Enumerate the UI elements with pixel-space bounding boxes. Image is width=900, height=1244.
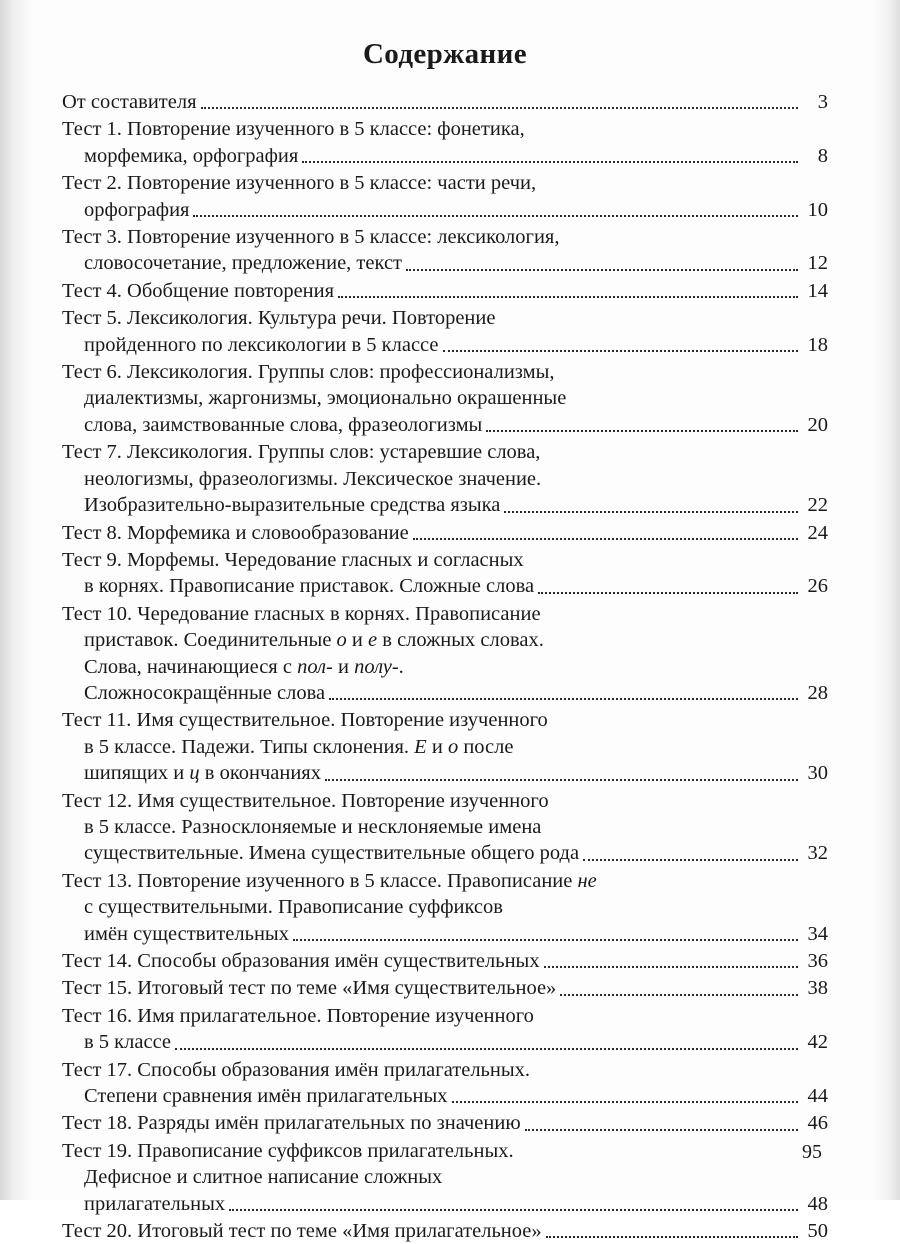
toc-entry-text: Тест 8. Морфемика и словообразование — [62, 521, 409, 544]
toc-entry-text: Тест 18. Разряды имён прилагательных по значению — [62, 1112, 521, 1135]
dot-leader — [507, 914, 798, 915]
page-number: 95 — [802, 1141, 822, 1163]
toc-entry-line — [62, 573, 828, 599]
toc-entry-text: Изобразительно-выразительные средства языка — [84, 494, 501, 517]
dot-leader — [583, 858, 798, 861]
toc-entry-text: Тест 20. Итоговый тест по теме «Имя прилагательное» — [62, 1220, 542, 1243]
dot-leader — [413, 537, 798, 540]
toc-page-number: 8 — [817, 144, 828, 167]
toc-entry-line — [62, 975, 828, 1001]
toc-entry-line — [62, 278, 828, 304]
toc-entry-line — [62, 439, 828, 465]
dot-leader — [560, 993, 798, 996]
toc-entry-text: шипящих и ц в окончаниях — [84, 762, 321, 785]
toc-entry[interactable] — [62, 89, 828, 115]
dot-leader — [548, 647, 798, 648]
toc-entry-line — [62, 250, 828, 276]
dot-leader — [538, 591, 798, 594]
toc-entry-text: Сложносокращённые слова — [84, 681, 326, 704]
dot-leader — [293, 938, 798, 941]
toc-entry[interactable] — [62, 601, 828, 707]
toc-entry[interactable] — [62, 547, 828, 600]
toc-entry[interactable] — [62, 520, 828, 546]
toc-entry-text: в 5 классе. Разносклоняемые и несклоняемые имена — [84, 815, 542, 838]
toc-entry-line — [62, 547, 828, 573]
dot-leader — [544, 965, 798, 968]
toc-entry-line — [62, 520, 828, 546]
toc-entry[interactable] — [62, 359, 828, 438]
toc-page-number: 44 — [807, 1085, 828, 1108]
dot-leader — [486, 429, 798, 432]
toc-entry-text: Тест 11. Имя существительное. Повторение изученного — [62, 709, 548, 732]
toc-entry-line — [62, 627, 828, 653]
toc-entry-line — [62, 601, 828, 627]
toc-page-number: 22 — [807, 494, 828, 517]
dot-leader — [545, 833, 798, 834]
dot-leader — [406, 268, 798, 271]
toc-entry-line — [62, 305, 828, 331]
toc-entry-line — [62, 894, 828, 920]
toc-entry-text: в корнях. Правописание приставок. Сложные слова — [84, 575, 535, 598]
toc-page-number: 28 — [807, 681, 828, 704]
toc-entry[interactable] — [62, 170, 828, 223]
toc-entry-line — [62, 788, 828, 814]
toc-page-number: 18 — [807, 333, 828, 356]
toc-entry-line — [62, 116, 828, 142]
table-of-contents — [62, 89, 828, 1244]
toc-entry-text: морфемика, орфография — [84, 144, 299, 167]
toc-entry-line — [62, 1057, 828, 1083]
toc-entry-text: Тест 19. Правописание суффиксов прилагательных. — [62, 1139, 514, 1162]
dot-leader — [552, 727, 798, 728]
dot-leader — [534, 1076, 798, 1077]
toc-entry-text: существительные. Имена существительные общего рода — [84, 842, 580, 865]
dot-leader — [504, 510, 798, 513]
toc-entry-text: Тест 2. Повторение изученного в 5 классе: части речи, — [62, 172, 537, 195]
toc-page-number: 32 — [807, 842, 828, 865]
dot-leader — [546, 1235, 798, 1238]
toc-entry-text: Тест 14. Способы образования имён существительных — [62, 950, 540, 972]
dot-leader — [452, 1100, 798, 1103]
toc-entry-line — [62, 466, 828, 492]
toc-entry-line — [62, 332, 828, 358]
dot-leader — [570, 405, 798, 406]
toc-entry-text: словосочетание, предложение, текст — [84, 252, 403, 275]
toc-entry-text: Тест 10. Чередование гласных в корнях. Правописание — [62, 602, 541, 625]
dot-leader — [525, 1128, 798, 1131]
toc-entry[interactable] — [62, 439, 828, 518]
toc-page-number: 3 — [817, 91, 828, 113]
dot-leader — [601, 887, 798, 888]
dot-leader — [446, 1184, 798, 1185]
dot-leader — [443, 349, 799, 352]
dot-leader — [545, 485, 798, 486]
toc-entry-text: прилагательных — [84, 1192, 226, 1215]
toc-entry-text: Тест 1. Повторение изученного в 5 классе: фонетика, — [62, 118, 525, 141]
dot-leader — [563, 243, 798, 244]
toc-page-number: 24 — [807, 521, 828, 544]
dot-leader — [338, 295, 798, 298]
toc-page-number: 46 — [807, 1112, 828, 1135]
dot-leader — [529, 136, 798, 137]
toc-page-number: 34 — [807, 922, 828, 945]
toc-entry-text: Тест 17. Способы образования имён прилагательных. — [62, 1058, 531, 1081]
dot-leader — [175, 1047, 798, 1050]
toc-entry-line — [62, 921, 828, 947]
toc-entry-line — [62, 1029, 828, 1055]
toc-entry[interactable] — [62, 707, 828, 786]
dot-leader — [538, 1022, 798, 1023]
toc-entry[interactable] — [62, 116, 828, 169]
toc-entry-text: неологизмы, фразеологизмы. Лексическое значение. — [84, 467, 542, 490]
toc-page-number: 30 — [807, 762, 828, 785]
dot-leader — [558, 378, 798, 379]
toc-entry[interactable] — [62, 788, 828, 867]
toc-page-number: 48 — [807, 1192, 828, 1215]
toc-entry[interactable] — [62, 1057, 828, 1110]
dot-leader — [553, 807, 798, 808]
toc-entry-text: Тест 12. Имя существительное. Повторение изученного — [62, 789, 549, 812]
toc-entry-line — [62, 224, 828, 250]
toc-entry-line — [62, 385, 828, 411]
toc-entry-line — [62, 1218, 828, 1244]
toc-entry-line — [62, 814, 828, 840]
toc-entry-line — [62, 1110, 828, 1136]
toc-entry[interactable] — [62, 975, 828, 1001]
dot-leader — [325, 778, 798, 781]
toc-entry-line — [62, 734, 828, 760]
dot-leader — [544, 459, 798, 460]
dot-leader — [302, 160, 798, 163]
toc-entry[interactable] — [62, 278, 828, 304]
toc-page-number: 20 — [807, 413, 828, 436]
toc-entry-line — [62, 197, 828, 223]
toc-entry-line — [62, 492, 828, 518]
toc-page-number: 42 — [807, 1031, 828, 1054]
toc-entry-line — [62, 89, 828, 115]
toc-entry-text: Дефисное и слитное написание сложных — [84, 1166, 443, 1189]
toc-entry-line — [62, 143, 828, 169]
toc-page-number: 26 — [807, 575, 828, 598]
toc-entry-line — [62, 412, 828, 438]
dot-leader — [408, 673, 798, 674]
toc-entry-text: имён существительных — [84, 922, 289, 945]
toc-entry-text: Степени сравнения имён прилагательных — [84, 1085, 448, 1108]
toc-entry-line — [62, 1164, 828, 1190]
dot-leader — [201, 106, 798, 109]
dot-leader — [329, 697, 798, 700]
dot-leader — [518, 1157, 798, 1158]
toc-entry-text: с существительными. Правописание суффиксов — [84, 896, 503, 919]
toc-entry-line — [62, 1003, 828, 1029]
toc-entry[interactable] — [62, 1218, 828, 1244]
toc-page-number: 10 — [807, 198, 828, 221]
dot-leader — [540, 190, 798, 191]
toc-entry-text: Тест 9. Морфемы. Чередование гласных и согласных — [62, 548, 524, 571]
dot-leader — [528, 566, 798, 567]
toc-entry-line — [62, 359, 828, 385]
toc-page-number: 12 — [807, 252, 828, 275]
toc-entry[interactable] — [62, 305, 828, 358]
toc-entry-line — [62, 1191, 828, 1217]
toc-entry-text: Тест 3. Повторение изученного в 5 классе: лексикология, — [62, 226, 560, 249]
toc-entry-text: приставок. Соединительные о и е в сложных словах. — [84, 629, 544, 652]
dot-leader — [499, 325, 798, 326]
toc-entry-text: слова, заимствованные слова, фразеологизмы — [84, 413, 483, 436]
toc-entry-text: Тест 15. Итоговый тест по теме «Имя существительное» — [62, 977, 557, 1000]
toc-entry-text: Тест 13. Повторение изученного в 5 классе. Правописание не — [62, 869, 597, 892]
toc-entry-text: пройденного по лексикологии в 5 классе — [84, 333, 439, 356]
toc-entry-text: Тест 6. Лексикология. Группы слов: профессионализмы, — [62, 361, 555, 384]
toc-entry-text: Слова, начинающиеся с пол- и полу-. — [84, 655, 404, 678]
toc-entry-line — [62, 840, 828, 866]
toc-entry-text: в 5 классе. Падежи. Типы склонения. Е и о после — [84, 735, 514, 758]
toc-entry-text: От составителя — [62, 91, 197, 113]
toc-entry-text: Тест 4. Обобщение повторения — [62, 279, 335, 302]
toc-entry-line — [62, 170, 828, 196]
toc-entry[interactable] — [62, 1003, 828, 1056]
page-title: Содержание — [362, 38, 528, 70]
toc-entry[interactable] — [62, 1138, 828, 1217]
toc-entry[interactable] — [62, 868, 828, 947]
dot-leader — [517, 753, 798, 754]
dot-leader — [545, 620, 798, 621]
toc-page-number: 38 — [807, 977, 828, 1000]
toc-entry-line — [62, 868, 828, 894]
toc-entry-line — [62, 948, 828, 974]
toc-entry-text: Тест 7. Лексикология. Группы слов: устаревшие слова, — [62, 441, 541, 464]
toc-page-number: 14 — [807, 279, 828, 302]
toc-entry[interactable] — [62, 1110, 828, 1136]
toc-entry-line — [62, 760, 828, 786]
toc-page-number: 36 — [807, 950, 828, 972]
toc-entry-text: диалектизмы, жаргонизмы, эмоционально окрашенные — [84, 387, 567, 410]
toc-entry-line — [62, 1083, 828, 1109]
toc-entry-line — [62, 707, 828, 733]
dot-leader — [193, 214, 798, 217]
toc-entry[interactable] — [62, 948, 828, 974]
toc-entry-line — [62, 1138, 828, 1164]
toc-entry-text: Тест 5. Лексикология. Культура речи. Повторение — [62, 307, 496, 330]
dot-leader — [229, 1208, 798, 1211]
toc-entry[interactable] — [62, 224, 828, 277]
toc-page-number: 50 — [807, 1220, 828, 1243]
toc-entry-line — [62, 680, 828, 706]
toc-entry-text: Тест 16. Имя прилагательное. Повторение изученного — [62, 1004, 534, 1027]
toc-entry-line — [62, 654, 828, 680]
toc-entry-text: в 5 классе — [84, 1031, 172, 1054]
toc-entry-text: орфография — [84, 198, 190, 221]
